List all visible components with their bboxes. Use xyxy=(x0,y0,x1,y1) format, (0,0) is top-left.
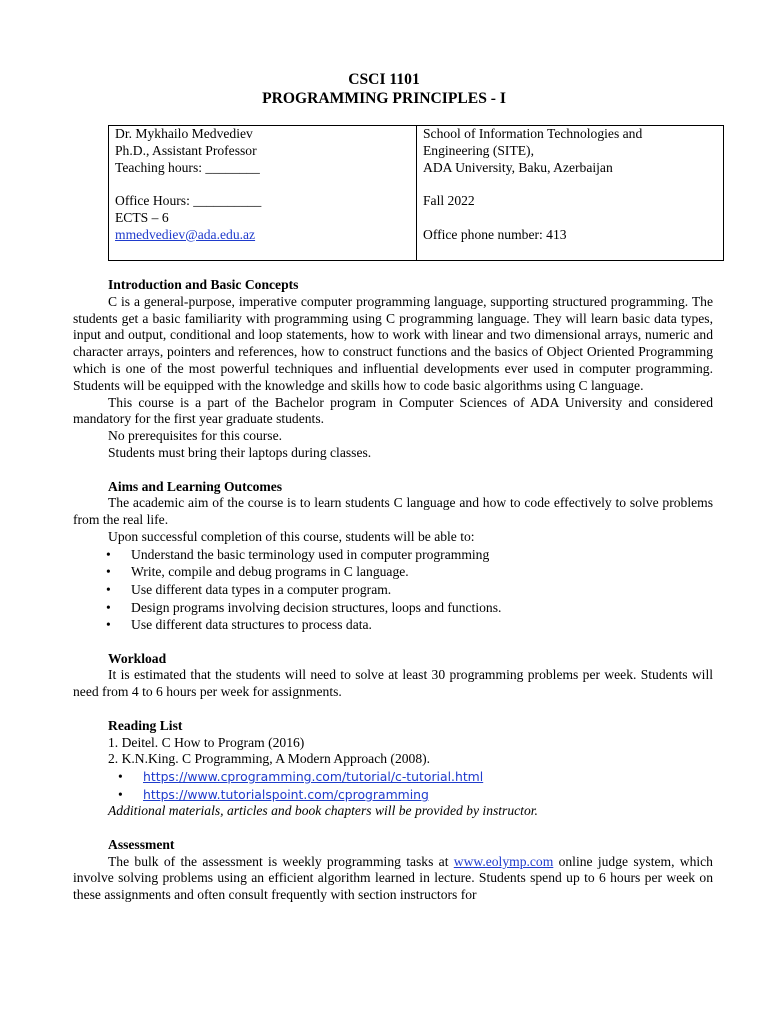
list-item: • Use different data structures to process data. xyxy=(106,617,372,633)
bullet-icon: • xyxy=(118,769,123,785)
assessment-paragraph: The bulk of the assessment is weekly programming tasks at www.eolymp.com online judge system, which involve solving problems using an efficient algorithm learned in lecture. Students spend up to 6 hours per week on these assignments and often consult frequently with section instructors for xyxy=(73,853,713,903)
list-item xyxy=(73,786,713,804)
ects-credits: ECTS – 6 xyxy=(115,209,169,225)
course-code: CSCI 1101 xyxy=(348,71,420,88)
reading-book-1: 1. Deitel. C How to Program (2016) xyxy=(108,734,305,750)
intro-paragraph-4: Students must bring their laptops during classes. xyxy=(108,444,372,460)
list-item: • Write, compile and debug programs in C language. xyxy=(106,564,409,580)
aims-paragraph-2: Upon successful completion of this course, students will be able to: xyxy=(108,528,475,544)
aims-heading: Aims and Learning Outcomes xyxy=(108,478,283,494)
bullet-icon: • xyxy=(106,564,111,580)
syllabus-content xyxy=(73,277,713,904)
aims-paragraph-1: The academic aim of the course is to learn students C language and how to code effectively to solve problems from the real life. xyxy=(73,495,713,528)
tutorialspoint-link[interactable]: https://www.tutorialspoint.com/cprogramming xyxy=(143,786,429,802)
learning-outcomes-list xyxy=(73,546,713,634)
intro-paragraph-1: C is a general-purpose, imperative computer programming language, supporting structured programming. The students get a basic familiarity with programming using C programming language. They will learn basic data types, input and output, conditional and loop statements, how to work with linear and two dimensional arrays, numeric and character arrays, pointers and references, how to construct functions and the basics of Object Oriented Programming which is one of the most powerful techniques and influential developments ever used in computer programming. Students will be equipped with the knowledge and skills how to code basic algorithms using C language. xyxy=(73,293,713,393)
intro-paragraph-2: This course is a part of the Bachelor program in Computer Sciences of ADA University and considered mandatory for the first year graduate students. xyxy=(73,394,713,427)
school-name-line2: Engineering (SITE), xyxy=(423,142,534,158)
intro-paragraph-3: No prerequisites for this course. xyxy=(108,428,283,444)
office-hours: Office Hours: __________ xyxy=(115,193,262,209)
bullet-icon: • xyxy=(106,599,111,615)
title-block xyxy=(0,70,768,108)
reading-list-heading: Reading List xyxy=(108,717,183,733)
instructor-email-link[interactable]: mmedvediev@ada.edu.az xyxy=(115,226,256,242)
instructor-name: Dr. Mykhailo Medvediev xyxy=(115,126,253,141)
school-cell xyxy=(417,126,724,261)
workload-heading: Workload xyxy=(108,650,167,666)
workload-paragraph: It is estimated that the students will need to solve at least 30 programming problems per week. Students will need from 4 to 6 hours per week for assignments. xyxy=(73,667,713,700)
reading-book-2: 2. K.N.King. C Programming, A Modern Approach (2008). xyxy=(108,751,431,767)
cprogramming-link[interactable]: https://www.cprogramming.com/tutorial/c-tutorial.html xyxy=(143,769,484,785)
office-phone: Office phone number: 413 xyxy=(423,226,567,242)
teaching-hours: Teaching hours: ________ xyxy=(115,159,260,175)
instructor-position: Ph.D., Assistant Professor xyxy=(115,142,257,158)
bullet-icon: • xyxy=(118,786,123,802)
instructor-cell xyxy=(109,126,417,261)
university-name: ADA University, Baku, Azerbaijan xyxy=(423,159,613,175)
list-item: • Design programs involving decision structures, loops and functions. xyxy=(106,599,502,615)
reading-note: Additional materials, articles and book chapters will be provided by instructor. xyxy=(108,803,538,819)
semester: Fall 2022 xyxy=(423,193,475,209)
assessment-heading: Assessment xyxy=(108,836,175,852)
bullet-icon: • xyxy=(106,581,111,597)
intro-heading: Introduction and Basic Concepts xyxy=(108,277,299,292)
list-item xyxy=(73,768,713,786)
list-item: • Use different data types in a computer program. xyxy=(106,581,392,597)
bullet-icon: • xyxy=(106,546,111,562)
eolymp-link[interactable]: www.eolymp.com xyxy=(453,853,554,869)
course-title: PROGRAMMING PRINCIPLES - I xyxy=(262,90,506,107)
instructor-info-table xyxy=(108,125,724,261)
reading-links-list xyxy=(73,768,713,803)
list-item: • Understand the basic terminology used in computer programming xyxy=(106,546,490,562)
school-name-line1: School of Information Technologies and xyxy=(423,126,643,141)
bullet-icon: • xyxy=(106,617,111,633)
